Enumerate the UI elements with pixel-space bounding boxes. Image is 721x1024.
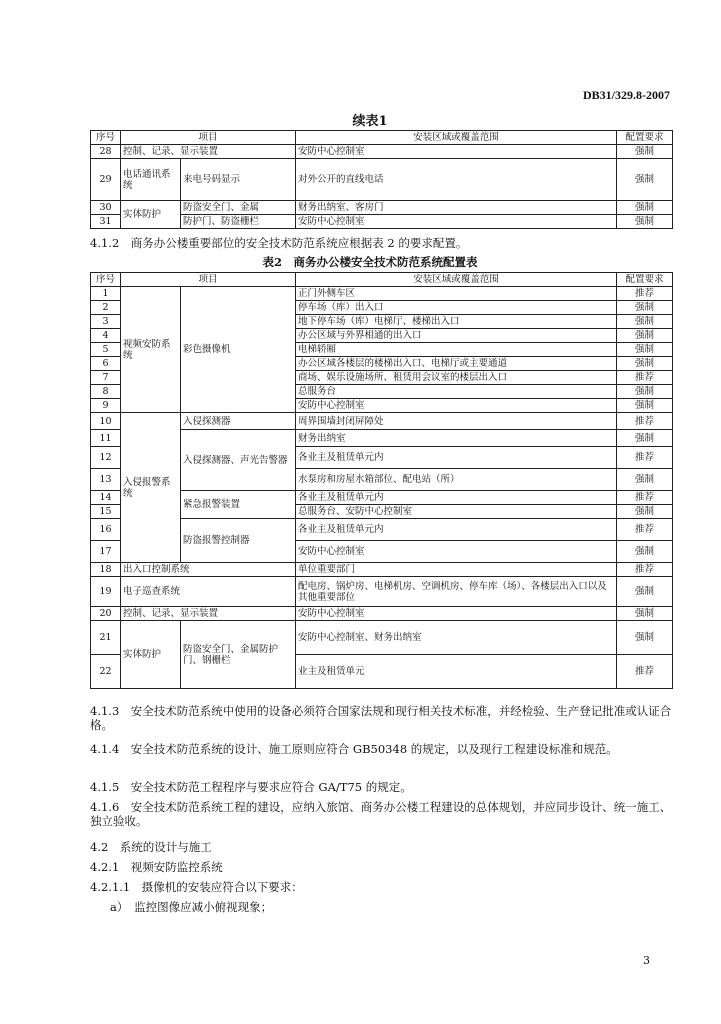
row-no: 17 — [91, 541, 121, 563]
row-area: 地下停车场（库）电梯厅、楼梯出入口 — [296, 315, 617, 329]
row-req: 强制 — [617, 315, 673, 329]
row-no: 6 — [91, 357, 121, 371]
row-area: 对外公开的直线电话 — [296, 159, 617, 201]
row-req: 强制 — [617, 469, 673, 491]
table-row — [91, 621, 673, 655]
row-req: 强制 — [617, 215, 673, 229]
row-area: 各业主及租赁单元内 — [296, 491, 617, 505]
row-req: 强制 — [617, 145, 673, 159]
row-no: 2 — [91, 301, 121, 315]
col-header-req: 配置要求 — [617, 131, 673, 145]
row-area: 办公区域与外界相通的出入口 — [296, 329, 617, 343]
row-no: 22 — [91, 655, 121, 689]
paragraph-4-2-1-1: 4.2.1.1 摄像机的安装应符合以下要求： — [90, 880, 303, 894]
row-item: 防盗安全门、金属 — [181, 201, 296, 215]
row-no: 7 — [91, 371, 121, 385]
row-no: 31 — [91, 215, 121, 229]
row-req: 强制 — [617, 430, 673, 447]
table1-title: 续表1 — [352, 114, 388, 129]
row-no: 19 — [91, 577, 121, 607]
row-area: 单位重要部门 — [296, 563, 617, 577]
subsection-heading-4-2-1: 4.2.1 视频安防监控系统 — [90, 860, 223, 874]
row-req: 强制 — [617, 329, 673, 343]
item-controller: 防盗报警控制器 — [181, 519, 296, 563]
row-area: 安防中心控制室 — [296, 145, 617, 159]
col-header-item: 项目 — [121, 273, 296, 287]
row-area: 安防中心控制室、财务出纳室 — [296, 621, 617, 655]
col-header-no: 序号 — [91, 131, 121, 145]
row-item-group: 实体防护 — [121, 201, 181, 229]
row-req: 推荐 — [617, 519, 673, 541]
row-req: 强制 — [617, 577, 673, 607]
group-physical: 实体防护 — [121, 621, 181, 689]
row-area: 水泵房和房屋水箱部位、配电站（所） — [296, 469, 617, 491]
row-req: 强制 — [617, 399, 673, 413]
row-no: 11 — [91, 430, 121, 447]
row-req: 强制 — [617, 607, 673, 621]
table-header-row — [91, 273, 673, 287]
row-item: 防护门、防盗栅栏 — [181, 215, 296, 229]
row-req: 推荐 — [617, 371, 673, 385]
row-no: 21 — [91, 621, 121, 655]
col-header-no: 序号 — [91, 273, 121, 287]
col-header-area: 安装区域或覆盖范围 — [296, 131, 617, 145]
table-row — [91, 159, 673, 201]
table-row — [91, 563, 673, 577]
item-emergency: 紧急报警装置 — [181, 491, 296, 519]
row-area: 安防中心控制室 — [296, 399, 617, 413]
row-no: 12 — [91, 447, 121, 469]
row-area: 各业主及租赁单元内 — [296, 447, 617, 469]
row-area: 安防中心控制室 — [296, 541, 617, 563]
row-req: 推荐 — [617, 413, 673, 430]
row-area: 业主及租赁单元 — [296, 655, 617, 689]
row-no: 1 — [91, 287, 121, 301]
row-req: 推荐 — [617, 491, 673, 505]
paragraph-4-1-2: 4.1.2 商务办公楼重要部位的安全技术防范系统应根据表 2 的要求配置。 — [90, 236, 468, 250]
row-no: 4 — [91, 329, 121, 343]
row-no: 30 — [91, 201, 121, 215]
list-item-a: a） 监控图像应减小俯视现象； — [110, 900, 273, 914]
row-area: 周界围墙封闭屏障处 — [296, 413, 617, 430]
row-no: 18 — [91, 563, 121, 577]
col-header-area: 安装区域或覆盖范围 — [296, 273, 617, 287]
col-header-req: 配置要求 — [617, 273, 673, 287]
row-item: 电子巡查系统 — [121, 577, 296, 607]
paragraph-4-1-3: 4.1.3 安全技术防范系统中使用的设备必须符合国家法规和现行相关技术标准，并经检验、生产登记批准或认证合格。 — [90, 704, 672, 732]
row-req: 强制 — [617, 201, 673, 215]
item-detector-alarm: 入侵探测器、声光告警器 — [181, 430, 296, 491]
row-item: 控制、记录、显示装置 — [121, 145, 296, 159]
item-detector: 入侵探测器 — [181, 413, 296, 430]
row-req: 强制 — [617, 301, 673, 315]
row-area: 办公区域各楼层的楼梯出入口、电梯厅或主要通道 — [296, 357, 617, 371]
paragraph-4-1-4: 4.1.4 安全技术防范系统的设计、施工原则应符合 GB50348 的规定，以及现行工程建设标准和规范。 — [90, 742, 618, 756]
table-2 — [90, 272, 673, 689]
group-video: 视频安防系统 — [121, 287, 181, 413]
table-row — [91, 413, 673, 430]
table-row — [91, 145, 673, 159]
section-heading-4-2: 4.2 系统的设计与施工 — [90, 840, 212, 854]
row-area: 安防中心控制室 — [296, 607, 617, 621]
row-item: 出入口控制系统 — [121, 563, 296, 577]
row-req: 强制 — [617, 385, 673, 399]
row-no: 3 — [91, 315, 121, 329]
row-area: 财务出纳室、客房门 — [296, 201, 617, 215]
row-area: 停车场（库）出入口 — [296, 301, 617, 315]
row-item-group: 电话通讯系统 — [121, 159, 181, 201]
row-no: 5 — [91, 343, 121, 357]
item-camera: 彩色摄像机 — [181, 287, 296, 413]
document-code: DB31/329.8-2007 — [583, 88, 670, 102]
row-no: 28 — [91, 145, 121, 159]
row-req: 强制 — [617, 541, 673, 563]
row-area: 总服务台 — [296, 385, 617, 399]
paragraph-4-1-5: 4.1.5 安全技术防范工程程序与要求应符合 GA/T75 的规定。 — [90, 780, 412, 794]
row-area: 总服务台、安防中心控制室 — [296, 505, 617, 519]
row-no: 13 — [91, 469, 121, 491]
row-area: 商场、娱乐设施场所、租赁用会议室的楼层出入口 — [296, 371, 617, 385]
row-no: 29 — [91, 159, 121, 201]
row-no: 8 — [91, 385, 121, 399]
row-no: 10 — [91, 413, 121, 430]
row-no: 9 — [91, 399, 121, 413]
row-req: 强制 — [617, 505, 673, 519]
row-req: 推荐 — [617, 655, 673, 689]
row-item: 控制、记录、显示装置 — [121, 607, 296, 621]
row-no: 14 — [91, 491, 121, 505]
table-row — [91, 287, 673, 301]
table-1-continued — [90, 130, 673, 229]
row-req: 推荐 — [617, 563, 673, 577]
row-req: 强制 — [617, 357, 673, 371]
row-area: 安防中心控制室 — [296, 215, 617, 229]
row-req: 强制 — [617, 621, 673, 655]
row-area: 财务出纳室 — [296, 430, 617, 447]
row-item: 来电号码显示 — [181, 159, 296, 201]
table-row — [91, 577, 673, 607]
row-no: 15 — [91, 505, 121, 519]
row-req: 推荐 — [617, 287, 673, 301]
group-intrusion: 入侵报警系统 — [121, 413, 181, 563]
row-no: 16 — [91, 519, 121, 541]
row-req: 强制 — [617, 159, 673, 201]
row-req: 推荐 — [617, 447, 673, 469]
row-area: 电梯轿厢 — [296, 343, 617, 357]
row-area: 正门外侧车区 — [296, 287, 617, 301]
table2-title: 表2 商务办公楼安全技术防范系统配置表 — [262, 255, 478, 269]
col-header-item: 项目 — [121, 131, 296, 145]
row-req: 强制 — [617, 343, 673, 357]
table-header-row — [91, 131, 673, 145]
page-number: 3 — [643, 954, 650, 967]
item-physical: 防盗安全门、金属防护门、钢栅栏 — [181, 621, 296, 689]
paragraph-4-1-6: 4.1.6 安全技术防范系统工程的建设，应纳入旅馆、商务办公楼工程建设的总体规划，并应同步设计、统一施工、独立验收。 — [90, 800, 672, 828]
table-row — [91, 201, 673, 215]
row-no: 20 — [91, 607, 121, 621]
row-area: 配电房、锅炉房、电梯机房、空调机房、停车库（场）、各楼层出入口以及其他重要部位 — [296, 577, 617, 607]
table-row — [91, 607, 673, 621]
row-area: 各业主及租赁单元内 — [296, 519, 617, 541]
